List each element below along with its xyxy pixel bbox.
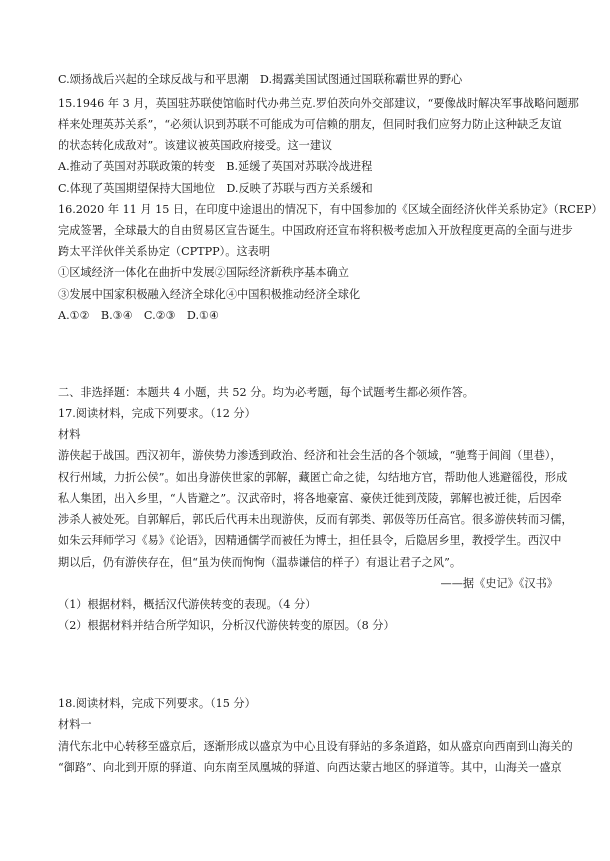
question-17-material-line-3: 私人集团，出入乡里，“人皆避之”。汉武帝时，将各地豪富、豪侠迁徙到茂陵，郭解也被迁徙，后因牵 [58,492,562,505]
question-16-statement-34: ③发展中国家积极融入经济全球化④中国积极推动经济全球化 [58,288,361,301]
question-15-line-2: 样来处理英苏关系”，“必须认识到苏联不可能成为可信赖的朋友，但同时我们应努力防止这种缺乏友谊 [58,118,562,131]
question-17-material-line-6: 期以后，仍有游侠存在，但“虽为侠而恂恂（温恭谦信的样子）有退让君子之风”。 [58,556,462,569]
question-17-material-line-1: 游侠起于战国。西汉初年，游侠势力渗透到政治、经济和社会生活的各个领域，“驰骛于闾阎（里巷）， [58,449,562,462]
question-16-line-1: 16.2020 年 11 月 15 日，在印度中途退出的情况下，有中国参加的《区域全面经济伙伴关系协定》（RCEP） [58,203,603,216]
question-16-line-3: 跨太平洋伙伴关系协定（CPTPP）。这表明 [58,245,271,258]
question-15-options-ab: A.推动了英国对苏联政策的转变 B.延缓了英国对苏联冷战进程 [58,160,373,173]
question-16-line-2: 完成签署，全球最大的自由贸易区宣告诞生。中国政府还宣布将积极考虑加入开放程度更高的全面与进步 [58,224,573,237]
question-18-heading: 18.阅读材料，完成下列要求。（15 分） [58,697,256,710]
question-17-material-line-5: 如朱云拜师学习《易》《论语》，因精通儒学而被任为博士，担任县令，后隐居乡里，教授学生。西汉中 [58,534,562,547]
question-18-material-1-label: 材料一 [58,718,92,731]
question-15-line-1: 15.1946 年 3 月，英国驻苏联使馆临时代办弗兰克.罗伯茨向外交部建议，“要像战时解决军事战略问题那 [58,97,579,110]
question-16-options: A.①② B.③④ C.②③ D.①④ [58,309,220,322]
question-18-material-1-line-2: “御路”、向北到开原的驿道、向东南至凤凰城的驿道、向西达蒙古地区的驿道等。其中，山海关一盛京 [58,761,562,774]
option-line-cd-14: C.颂扬战后兴起的全球反战与和平思潮 D.揭露美国试图通过国联称霸世界的野心 [58,73,463,86]
question-17-source: ——据《史记》《汉书》 [440,577,558,590]
question-18-material-1-line-1: 清代东北中心转移至盛京后，逐渐形成以盛京为中心且设有驿站的多条道路，如从盛京向西南到山海关的 [58,740,573,753]
question-17-material-line-2: 权行州域，力折公侯”。如出身游侠世家的郭解，藏匿亡命之徒，勾结地方官，帮助他人逃避徭役，形成 [58,471,568,484]
question-15-options-cd: C.体现了英国期望保持大国地位 D.反映了苏联与西方关系缓和 [58,182,373,195]
section-2-heading: 二、非选择题：本题共 4 小题，共 52 分。均为必考题，每个试题考生都必须作答。 [58,386,474,399]
question-17-material-line-4: 涉杀人被处死。自郭解后，郭氏后代再未出现游侠，反而有郭类、郭伋等历任高官。很多游侠转而习儒， [58,513,573,526]
question-17-part-2: （2）根据材料并结合所学知识，分析汉代游侠转变的原因。（8 分） [58,619,395,632]
question-17-heading: 17.阅读材料，完成下列要求。（12 分） [58,407,256,420]
question-15-line-3: 的状态转化成敌对”。该建议被英国政府接受。这一建议 [58,139,333,152]
question-16-statement-12: ①区域经济一体化在曲折中发展②国际经济新秩序基本确立 [58,266,349,279]
question-17-material-label: 材料 [58,428,81,441]
question-17-part-1: （1）根据材料，概括汉代游侠转变的表现。（4 分） [58,598,317,611]
